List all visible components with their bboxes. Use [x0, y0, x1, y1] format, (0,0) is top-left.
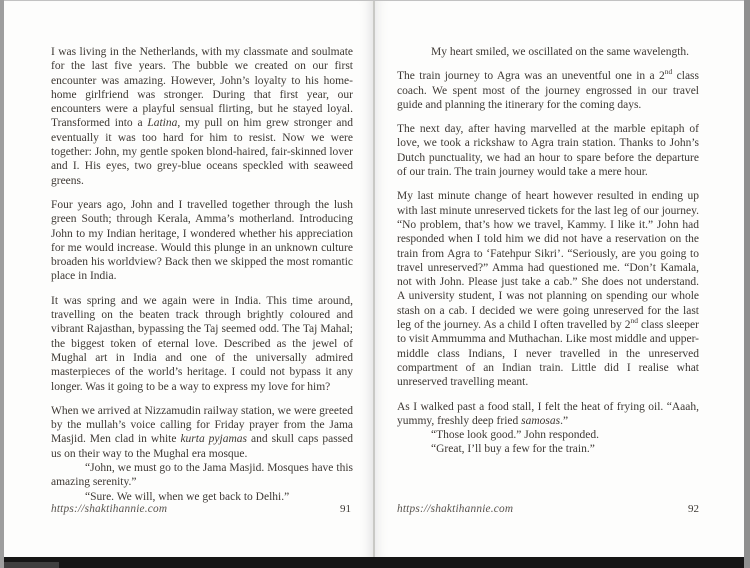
text-segment: The train journey to Agra was an uneventful one in a 2 [397, 70, 665, 83]
text-segment: and skull caps passed us on their way to the Mughal era mosque. [51, 433, 353, 460]
text-segment: It was spring and we again were in India. This time around, travelling on the beaten track through brightly coloured and vibrant Rajasthan, bypassing the Taj seemed odd. The Taj Mahal; the biggest token of eternal love. Described as the jewel of Mughal art in India and one of the universally admired masterpieces of the world’s heritage. I could not bypass it any longer. Was it going to be a way to express my love for him? [51, 294, 353, 393]
text-segment: , my pull on him grew stronger and eventually it was too hard for him to resist. Now we were together: John, my gentle spoken blond-haired, fair-skinned lover and I. His eyes, two grey-blue oceans speckled with seaweed greens. [51, 117, 353, 187]
text-segment: “John, we must go to the Jama Masjid. Mosques have this amazing serenity.” [51, 462, 353, 489]
paragraph [397, 45, 699, 59]
text-segment: My last minute change of heart however resulted in ending up with last minute unreserved tickets for the last leg of our journey. “No problem, that’s how we travel, Kammy. I like it.” John had responded when I told him we did not have a reservation on the train from Agra to ‘Fatehpur Sikri’. “Seriously, are you going to travel unreserved?” Amma had questioned me. “Don’t Kamala, not with John. Please just take a cab.” She does not understand. A university student, I was not planning on spending our whole stash on a cab. I decided we were going unreserved for the last leg of the journey. As a child I often travelled by 2 [397, 190, 699, 332]
page-number: 91 [340, 503, 351, 515]
text-segment-italic: kurta pyjamas [180, 433, 248, 446]
page-footer-left [4, 503, 373, 515]
text-segment-super: nd [664, 67, 673, 77]
page-text-right [397, 45, 699, 467]
book-page-spread [4, 1, 744, 557]
paragraph [397, 69, 699, 112]
text-segment: class coach. We spent most of the journey engrossed in our travel guide and planning the itinerary for the coming days. [397, 70, 700, 111]
paragraph [397, 189, 699, 389]
viewer-bottom-bar [4, 557, 744, 568]
text-segment: When we arrived at Nizzamudin railway station, we were greeted by the mullah’s voice calling for Friday prayer from the Jama Masjid. Men clad in white [51, 404, 353, 446]
footer-url: https://shaktihannie.com [51, 503, 168, 515]
window-right-edge [744, 0, 750, 568]
window-left-edge [0, 0, 4, 568]
text-segment: .” [560, 414, 569, 427]
paragraph [51, 490, 353, 504]
paragraph [397, 428, 699, 442]
text-segment: As I walked past a food stall, I felt the heat of frying oil. “Aaah, yummy, freshly deep fried [397, 400, 699, 427]
paragraph [397, 442, 699, 456]
text-segment: My heart smiled, we oscillated on the same wavelength. [431, 46, 690, 58]
text-segment: The next day, after having marvelled at the marble epitaph of love, we took a rickshaw to Agra train station. Thanks to John’s Dutch punctuality, we had an hour to spare before the departure of our train. The train journey would take a mere hour. [397, 123, 699, 179]
text-segment-super: nd [630, 316, 638, 326]
paragraph [51, 45, 353, 188]
paragraph [397, 400, 699, 429]
page-text-left [51, 45, 353, 514]
paragraph [51, 404, 353, 461]
text-segment-italic: Latina [147, 117, 178, 130]
viewer-bottom-corner [4, 562, 59, 568]
text-segment: I was living in the Netherlands, with my classmate and soulmate for the last five years. The bubble we created on our first encounter was amazing. However, John’s loyalty to his home-home girlfriend was stronger. During that first year, our encounters were a playful sensual flirting, but he stayed loyal. Transformed into a [51, 46, 353, 130]
text-segment-italic: samosas [521, 414, 561, 427]
paragraph [51, 198, 353, 284]
book-page-left [4, 1, 373, 557]
book-page-right [375, 1, 744, 557]
text-segment: “Great, I’ll buy a few for the train.” [431, 443, 595, 456]
paragraph [51, 294, 353, 394]
text-segment: “Sure. We will, when we get back to Delhi.” [85, 490, 290, 503]
text-segment: class sleeper to visit Ammumma and Muthachan. Like most middle and upper-middle class Indians, I never travelled in the unreserved compartment of an Indian train. Little did I realise what unreserved travelling meant. [397, 319, 699, 389]
footer-url: https://shaktihannie.com [397, 503, 514, 515]
page-footer-right [375, 503, 744, 515]
text-segment: Four years ago, John and I travelled together through the lush green South; through Kerala, Amma’s motherland. Introducing John to my Indian heritage, I wondered whether his appreciation for me would increase. Would this plunge in an unknown culture broaden his worldview? Back then we skipped the most romantic place in India. [51, 198, 353, 283]
page-number: 92 [688, 503, 699, 515]
paragraph [397, 122, 699, 179]
text-segment: “Those look good.” John responded. [431, 429, 599, 442]
paragraph [51, 461, 353, 490]
